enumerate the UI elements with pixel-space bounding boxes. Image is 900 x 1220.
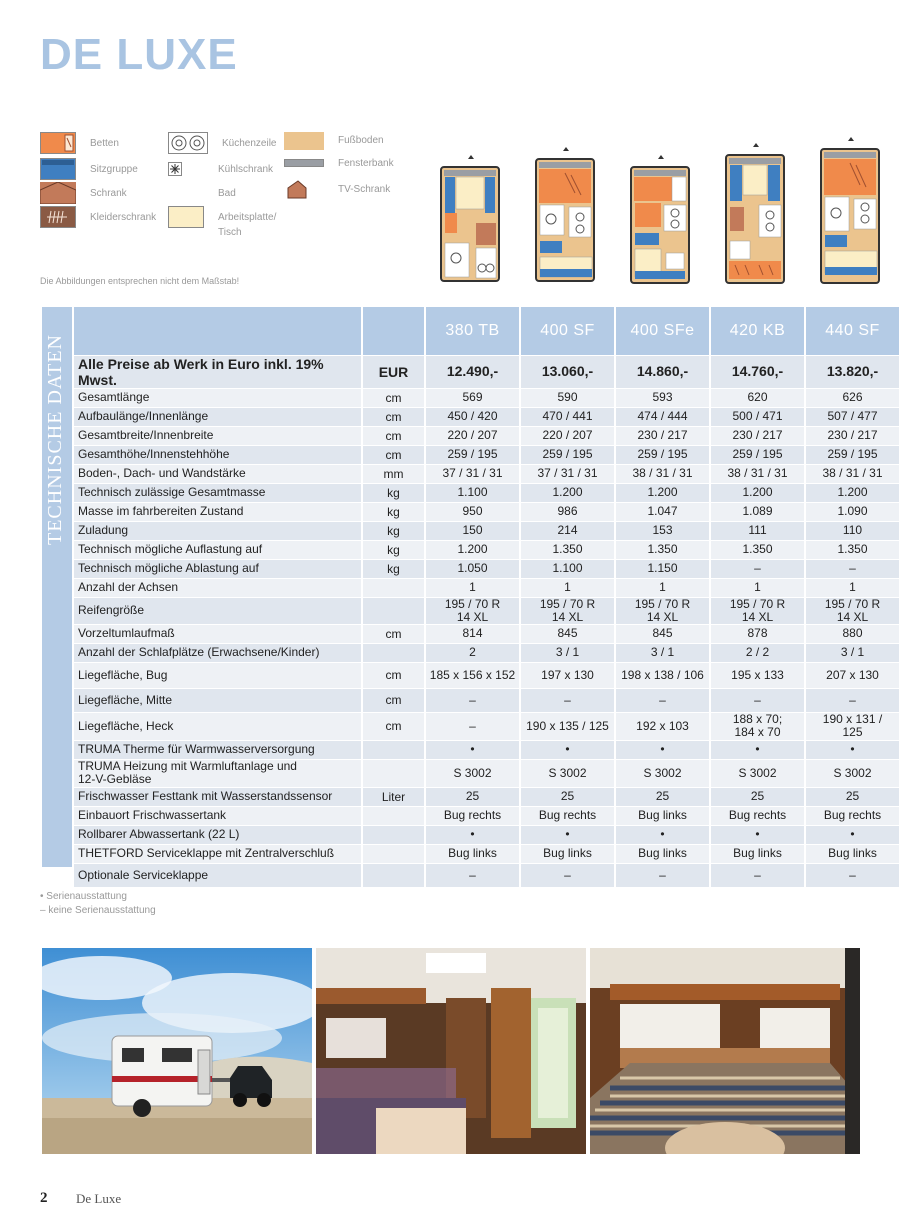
stove-swatch xyxy=(168,132,208,154)
row-value: 230 / 217 xyxy=(805,426,900,445)
table-row xyxy=(74,863,900,887)
row-value: S 3002 xyxy=(805,759,900,787)
row-value: • xyxy=(710,740,805,759)
row-value: 1 xyxy=(710,578,805,597)
table-row xyxy=(74,844,900,863)
row-value: 190 x 131 / 125 xyxy=(805,712,900,740)
row-unit xyxy=(362,597,425,624)
row-label: Aufbaulänge/Innenlänge xyxy=(74,407,362,426)
price-value: 14.760,- xyxy=(710,355,805,388)
row-value: Bug links xyxy=(710,844,805,863)
bed-swatch xyxy=(40,132,76,154)
floorplans xyxy=(440,135,890,290)
row-value: 1.350 xyxy=(710,540,805,559)
floorplan-420kb xyxy=(725,141,787,290)
row-value: S 3002 xyxy=(520,759,615,787)
row-value: – xyxy=(805,863,900,887)
row-label: Frischwasser Festtank mit Wasserstandssensor xyxy=(74,787,362,806)
row-value: 37 / 31 / 31 xyxy=(520,464,615,483)
legend-sitzgruppe: Sitzgruppe xyxy=(40,158,138,180)
row-value: 1.200 xyxy=(710,483,805,502)
row-value: 195 x 133 xyxy=(710,662,805,688)
row-unit: cm xyxy=(362,624,425,643)
row-label: Anzahl der Schlafplätze (Erwachsene/Kinder) xyxy=(74,643,362,662)
row-value: 593 xyxy=(615,388,710,407)
fridge-icon xyxy=(168,162,182,176)
price-label: Alle Preise ab Werk in Euro inkl. 19% Mwst. xyxy=(74,355,362,388)
price-unit: EUR xyxy=(362,355,425,388)
row-unit xyxy=(362,844,425,863)
row-value: 845 xyxy=(615,624,710,643)
row-value: 38 / 31 / 31 xyxy=(710,464,805,483)
row-value: 220 / 207 xyxy=(425,426,520,445)
table-row xyxy=(74,643,900,662)
row-value: 1.047 xyxy=(615,502,710,521)
row-unit: mm xyxy=(362,464,425,483)
row-value: 195 / 70 R 14 XL xyxy=(425,597,520,624)
table-row xyxy=(74,825,900,844)
scale-note: Die Abbildungen entsprechen nicht dem Maßstab! xyxy=(40,276,240,286)
photo-caravan-exterior xyxy=(42,948,312,1154)
legend-schrank: Schrank xyxy=(40,182,127,204)
row-label: Liegefläche, Bug xyxy=(74,662,362,688)
seat-swatch xyxy=(40,158,76,180)
wardrobe-swatch xyxy=(40,206,76,228)
row-value: 259 / 195 xyxy=(520,445,615,464)
row-value: S 3002 xyxy=(615,759,710,787)
table-row xyxy=(74,662,900,688)
legend-fensterbank: Fensterbank xyxy=(284,158,394,171)
technical-data-table xyxy=(74,307,900,888)
row-value: 1.150 xyxy=(615,559,710,578)
row-unit xyxy=(362,759,425,787)
table-row xyxy=(74,759,900,787)
row-value: 1.100 xyxy=(425,483,520,502)
row-value: – xyxy=(425,712,520,740)
row-value: 1.200 xyxy=(805,483,900,502)
row-value: – xyxy=(710,863,805,887)
row-value: 190 x 135 / 125 xyxy=(520,712,615,740)
legend-bad: Bad xyxy=(168,182,236,204)
row-value: 259 / 195 xyxy=(425,445,520,464)
row-value: 474 / 444 xyxy=(615,407,710,426)
legend-arbeitsplatte: Arbeitsplatte/ Tisch xyxy=(168,206,276,240)
row-label: TRUMA Heizung mit Warmluftanlage und 12-V-Gebläse xyxy=(74,759,362,787)
row-value: • xyxy=(425,825,520,844)
row-value: Bug rechts xyxy=(425,806,520,825)
row-value: – xyxy=(710,559,805,578)
table-header-row xyxy=(74,307,900,355)
table-row xyxy=(74,445,900,464)
row-value: • xyxy=(710,825,805,844)
technical-data-label: TECHNISCHE DATEN xyxy=(44,334,66,545)
row-unit xyxy=(362,825,425,844)
legend-kleiderschrank: Kleiderschrank xyxy=(40,206,156,228)
row-value: – xyxy=(520,863,615,887)
footnote-serie: • Serienausstattung xyxy=(40,891,127,902)
row-value: 214 xyxy=(520,521,615,540)
price-value: 14.860,- xyxy=(615,355,710,388)
row-value: 3 / 1 xyxy=(520,643,615,662)
row-unit: kg xyxy=(362,559,425,578)
row-value: 620 xyxy=(710,388,805,407)
row-value: 470 / 441 xyxy=(520,407,615,426)
row-value: • xyxy=(520,825,615,844)
table-row xyxy=(74,464,900,483)
row-value: S 3002 xyxy=(425,759,520,787)
row-value: 569 xyxy=(425,388,520,407)
row-unit: kg xyxy=(362,502,425,521)
row-value: 25 xyxy=(615,787,710,806)
row-label: Liegefläche, Heck xyxy=(74,712,362,740)
footnote-keine: – keine Serienausstattung xyxy=(40,905,156,916)
table-row xyxy=(74,578,900,597)
table-row xyxy=(74,521,900,540)
row-label: Reifengröße xyxy=(74,597,362,624)
table-row xyxy=(74,483,900,502)
row-label: Optionale Serviceklappe xyxy=(74,863,362,887)
model-header: 420 KB xyxy=(710,307,805,355)
row-value: 25 xyxy=(425,787,520,806)
row-value: 1.200 xyxy=(615,483,710,502)
row-value: Bug rechts xyxy=(520,806,615,825)
row-value: Bug links xyxy=(425,844,520,863)
row-value: 25 xyxy=(520,787,615,806)
row-label: Technisch mögliche Auflastung auf xyxy=(74,540,362,559)
legend-fussboden: Fußboden xyxy=(284,132,384,150)
row-unit: cm xyxy=(362,445,425,464)
row-unit: cm xyxy=(362,712,425,740)
row-unit: Liter xyxy=(362,787,425,806)
table-row xyxy=(74,740,900,759)
row-value: 198 x 138 / 106 xyxy=(615,662,710,688)
model-header: 440 SF xyxy=(805,307,900,355)
table-row xyxy=(74,388,900,407)
photo-bedroom xyxy=(590,948,860,1154)
photo-caravan-interior xyxy=(316,948,586,1154)
row-value: – xyxy=(425,863,520,887)
row-value: • xyxy=(805,740,900,759)
row-value: 845 xyxy=(520,624,615,643)
row-unit: cm xyxy=(362,388,425,407)
row-value: 1.200 xyxy=(520,483,615,502)
row-value: 195 / 70 R 14 XL xyxy=(805,597,900,624)
row-label: Technisch mögliche Ablastung auf xyxy=(74,559,362,578)
page-title: DE LUXE xyxy=(40,30,238,79)
row-label: Einbauort Frischwassertank xyxy=(74,806,362,825)
tv-cabinet-swatch xyxy=(284,178,324,200)
row-value: Bug links xyxy=(805,844,900,863)
legend-kuechenzeile: Küchenzeile xyxy=(168,132,276,154)
bath-swatch xyxy=(168,182,204,204)
row-value: – xyxy=(425,688,520,712)
row-value: 111 xyxy=(710,521,805,540)
worktop-swatch xyxy=(168,206,204,228)
row-value: 507 / 477 xyxy=(805,407,900,426)
row-label: Technisch zulässige Gesamtmasse xyxy=(74,483,362,502)
row-value: 1.200 xyxy=(425,540,520,559)
row-unit xyxy=(362,578,425,597)
row-value: 880 xyxy=(805,624,900,643)
row-unit: kg xyxy=(362,540,425,559)
table-row xyxy=(74,597,900,624)
windowsill-swatch xyxy=(284,159,324,167)
row-value: 195 / 70 R 14 XL xyxy=(710,597,805,624)
row-unit xyxy=(362,806,425,825)
row-label: TRUMA Therme für Warmwasserversorgung xyxy=(74,740,362,759)
row-value: 37 / 31 / 31 xyxy=(425,464,520,483)
row-value: 450 / 420 xyxy=(425,407,520,426)
row-value: 207 x 130 xyxy=(805,662,900,688)
row-unit xyxy=(362,740,425,759)
row-value: 1.090 xyxy=(805,502,900,521)
table-row xyxy=(74,787,900,806)
table-row xyxy=(74,407,900,426)
row-value: – xyxy=(615,688,710,712)
row-value: 878 xyxy=(710,624,805,643)
row-value: Bug rechts xyxy=(805,806,900,825)
table-row xyxy=(74,559,900,578)
model-header: 400 SF xyxy=(520,307,615,355)
row-value: 1.350 xyxy=(615,540,710,559)
floorplan-legend xyxy=(40,130,410,240)
floorplan-400sf xyxy=(535,145,597,288)
cabinet-swatch xyxy=(40,182,76,204)
row-value: Bug links xyxy=(615,806,710,825)
row-label: Liegefläche, Mitte xyxy=(74,688,362,712)
price-value: 13.820,- xyxy=(805,355,900,388)
floorplan-440sf xyxy=(820,135,882,290)
row-value: 1 xyxy=(425,578,520,597)
row-value: 3 / 1 xyxy=(805,643,900,662)
row-label: Gesamtbreite/Innenbreite xyxy=(74,426,362,445)
row-value: 590 xyxy=(520,388,615,407)
row-unit: kg xyxy=(362,483,425,502)
row-value: 1 xyxy=(615,578,710,597)
row-value: 195 / 70 R 14 XL xyxy=(520,597,615,624)
row-value: 814 xyxy=(425,624,520,643)
model-header: 380 TB xyxy=(425,307,520,355)
row-value: 2 xyxy=(425,643,520,662)
row-label: Masse im fahrbereiten Zustand xyxy=(74,502,362,521)
row-value: • xyxy=(615,740,710,759)
row-value: 25 xyxy=(710,787,805,806)
row-value: 150 xyxy=(425,521,520,540)
row-value: 38 / 31 / 31 xyxy=(615,464,710,483)
page-footer-label: De Luxe xyxy=(76,1191,122,1206)
row-value: – xyxy=(805,559,900,578)
row-value: 188 x 70; 184 x 70 xyxy=(710,712,805,740)
table-row xyxy=(74,540,900,559)
row-value: 259 / 195 xyxy=(615,445,710,464)
row-value: 230 / 217 xyxy=(710,426,805,445)
row-label: Anzahl der Achsen xyxy=(74,578,362,597)
row-unit: cm xyxy=(362,426,425,445)
legend-betten: Betten xyxy=(40,132,119,154)
table-row xyxy=(74,502,900,521)
legend-tvschrank: TV-Schrank xyxy=(284,178,390,200)
floorplan-400sfe xyxy=(630,153,692,290)
row-value: • xyxy=(615,825,710,844)
legend-kuehlschrank: Kühlschrank xyxy=(168,158,273,177)
row-unit xyxy=(362,643,425,662)
floor-swatch xyxy=(284,132,324,150)
row-label: Boden-, Dach- und Wandstärke xyxy=(74,464,362,483)
row-value: Bug links xyxy=(615,844,710,863)
row-value: – xyxy=(520,688,615,712)
price-row xyxy=(74,355,900,388)
row-value: 230 / 217 xyxy=(615,426,710,445)
row-value: S 3002 xyxy=(710,759,805,787)
row-value: 1.350 xyxy=(520,540,615,559)
row-value: 25 xyxy=(805,787,900,806)
table-row xyxy=(74,426,900,445)
row-label: Vorzeltumlaufmaß xyxy=(74,624,362,643)
row-label: Gesamtlänge xyxy=(74,388,362,407)
row-label: Zuladung xyxy=(74,521,362,540)
row-value: Bug links xyxy=(520,844,615,863)
row-value: • xyxy=(520,740,615,759)
row-unit: cm xyxy=(362,688,425,712)
page-number: 2 xyxy=(40,1190,48,1206)
row-value: 38 / 31 / 31 xyxy=(805,464,900,483)
row-value: 1.050 xyxy=(425,559,520,578)
row-value: 950 xyxy=(425,502,520,521)
price-value: 13.060,- xyxy=(520,355,615,388)
row-unit: kg xyxy=(362,521,425,540)
row-value: 1.350 xyxy=(805,540,900,559)
row-value: 110 xyxy=(805,521,900,540)
model-header: 400 SFe xyxy=(615,307,710,355)
row-value: 195 / 70 R 14 XL xyxy=(615,597,710,624)
row-value: 1.089 xyxy=(710,502,805,521)
row-value: 500 / 471 xyxy=(710,407,805,426)
row-value: – xyxy=(710,688,805,712)
row-value: 2 / 2 xyxy=(710,643,805,662)
row-label: Rollbarer Abwassertank (22 L) xyxy=(74,825,362,844)
row-value: Bug rechts xyxy=(710,806,805,825)
row-value: 192 x 103 xyxy=(615,712,710,740)
row-value: 1 xyxy=(520,578,615,597)
floorplan-380tb xyxy=(440,153,502,288)
row-value: 3 / 1 xyxy=(615,643,710,662)
row-unit xyxy=(362,863,425,887)
row-value: • xyxy=(805,825,900,844)
row-value: – xyxy=(615,863,710,887)
price-value: 12.490,- xyxy=(425,355,520,388)
footnotes xyxy=(40,890,156,918)
row-value: 259 / 195 xyxy=(805,445,900,464)
table-row xyxy=(74,624,900,643)
row-value: 220 / 207 xyxy=(520,426,615,445)
row-label: THETFORD Serviceklappe mit Zentralverschluß xyxy=(74,844,362,863)
row-value: 153 xyxy=(615,521,710,540)
row-value: 1.100 xyxy=(520,559,615,578)
row-unit: cm xyxy=(362,407,425,426)
row-value: 197 x 130 xyxy=(520,662,615,688)
row-label: Gesamthöhe/Innenstehhöhe xyxy=(74,445,362,464)
table-row xyxy=(74,688,900,712)
row-value: 259 / 195 xyxy=(710,445,805,464)
row-unit: cm xyxy=(362,662,425,688)
row-value: • xyxy=(425,740,520,759)
row-value: 185 x 156 x 152 xyxy=(425,662,520,688)
table-row xyxy=(74,806,900,825)
table-row xyxy=(74,712,900,740)
row-value: 626 xyxy=(805,388,900,407)
row-value: – xyxy=(805,688,900,712)
row-value: 986 xyxy=(520,502,615,521)
row-value: 1 xyxy=(805,578,900,597)
